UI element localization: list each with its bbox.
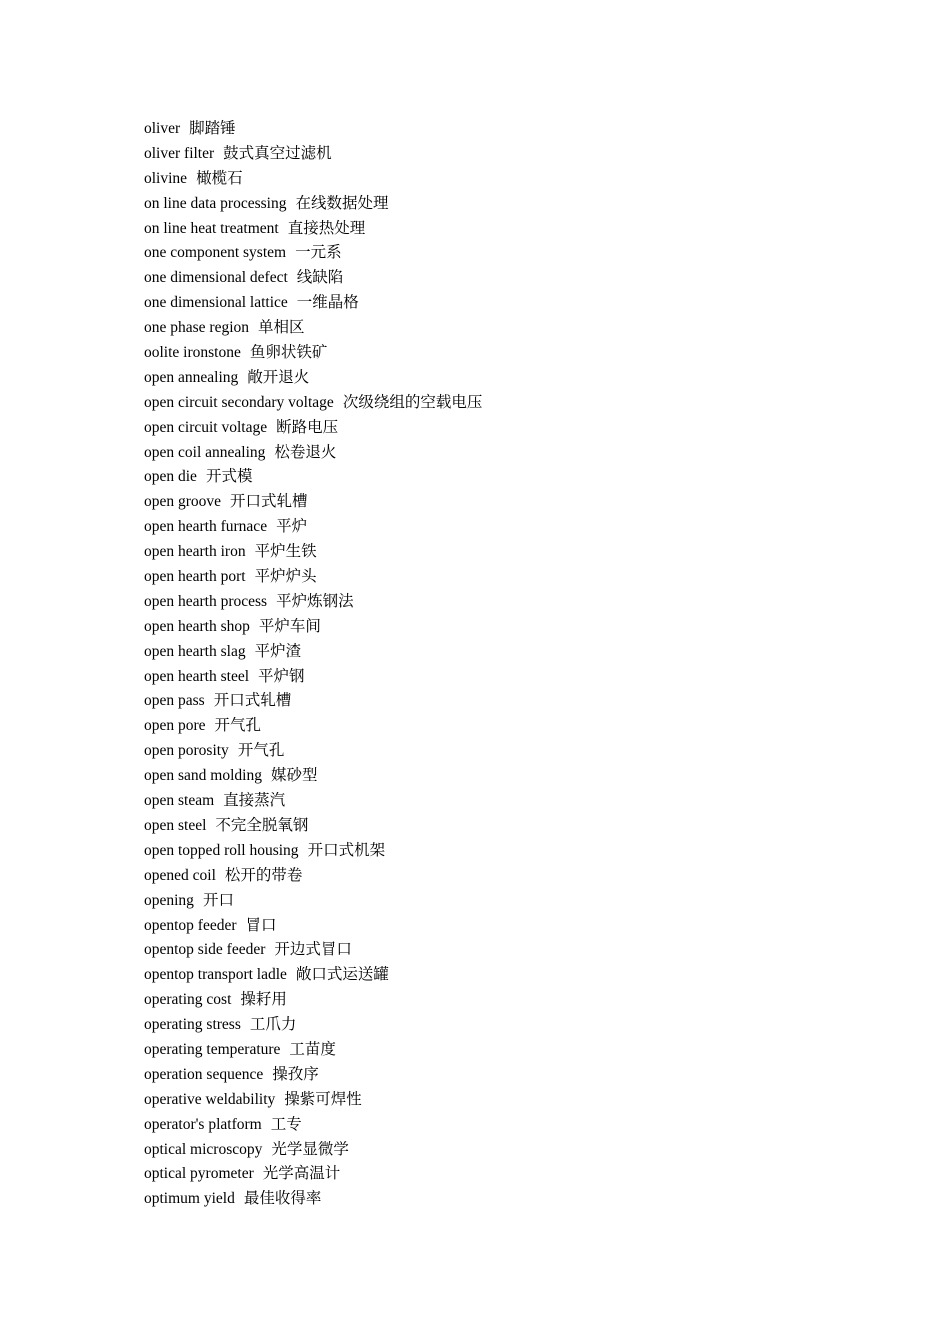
entry-term: optimum yield [144,1190,235,1208]
entry-term: open groove [144,493,222,511]
entry-translation: 松卷退火 [274,442,337,461]
glossary-entry [144,265,482,290]
glossary-entry [144,763,482,788]
glossary-entry [144,216,482,241]
entry-translation: 开气孔 [237,741,285,760]
glossary-entry [144,1137,482,1162]
entry-term: on line data processing [144,194,287,212]
entry-translation: 鱼卵状铁矿 [249,343,328,362]
entry-translation: 操紫可焊性 [284,1089,362,1108]
entry-translation: 脚踏锤 [189,119,236,137]
glossary-entry [144,440,482,465]
entry-translation: 松开的带卷 [224,865,303,884]
entry-translation: 操耔用 [240,990,287,1009]
glossary-entry [144,962,482,987]
glossary-entry [144,166,482,191]
entry-translation: 光学显微学 [271,1139,349,1158]
entry-term: open pore [144,717,206,735]
entry-translation: 工专 [270,1114,302,1133]
entry-term: one dimensional defect [144,269,288,287]
entry-term: operating cost [144,991,232,1009]
glossary-entry [144,688,482,713]
glossary-entry [144,639,482,664]
entry-term: open hearth port [144,568,246,586]
entry-translation: 橄榄石 [196,168,243,187]
entry-term: open steel [144,816,207,834]
entry-term: one dimensional lattice [144,294,288,312]
entry-term: open annealing [144,368,239,386]
entry-translation: 工爪力 [249,1015,297,1034]
glossary-entry [144,390,482,415]
entry-translation: 线缺陷 [296,268,344,287]
entry-term: open porosity [144,742,229,760]
entry-translation: 最佳收得率 [243,1189,322,1208]
glossary-entry [144,589,482,614]
entry-term: one component system [144,244,287,262]
glossary-entry [144,813,482,838]
entry-translation: 平炉车间 [258,616,321,635]
entry-term: open steam [144,792,215,810]
entry-translation: 工苗度 [289,1039,336,1058]
entry-term: operating stress [144,1016,241,1034]
glossary-entry [144,141,482,166]
glossary-entry [144,713,482,738]
entry-translation: 开口式机架 [307,840,386,859]
entry-translation: 断路电压 [276,417,339,436]
entry-term: open coil annealing [144,443,266,461]
entry-term: one phase region [144,319,250,337]
entry-translation: 媒砂型 [270,766,318,785]
entry-term: opentop feeder [144,916,237,934]
glossary-entry [144,415,482,440]
glossary-entry [144,738,482,763]
glossary-entry [144,514,482,539]
entry-translation: 冒口 [245,915,277,934]
glossary-entry [144,340,482,365]
glossary-entry [144,1087,482,1112]
glossary-entry [144,240,482,265]
entry-term: opentop side feeder [144,941,266,959]
glossary-entry [144,1012,482,1037]
entry-term: open circuit secondary voltage [144,393,334,411]
glossary-entry [144,365,482,390]
glossary-entry [144,1037,482,1062]
entry-term: open sand molding [144,767,262,785]
entry-translation: 直接蒸汽 [223,791,286,810]
entry-translation: 操孜序 [272,1064,319,1083]
glossary-entry [144,863,482,888]
entry-term: oolite ironstone [144,344,241,362]
entry-translation: 一元系 [295,243,342,262]
entry-term: oliver filter [144,144,215,162]
entry-translation: 平炉 [276,517,308,536]
entry-term: operating temperature [144,1040,281,1058]
entry-translation: 开气孔 [214,716,262,735]
entry-translation: 平炉炉头 [254,567,317,586]
entry-translation: 敞口式运送罐 [295,965,389,984]
glossary-list [144,116,482,1211]
entry-term: operation sequence [144,1065,264,1083]
glossary-entry [144,664,482,689]
entry-translation: 鼓式真空过滤机 [223,143,332,162]
entry-term: opentop transport ladle [144,966,287,984]
entry-term: oliver [144,120,181,137]
entry-term: on line heat treatment [144,219,279,237]
entry-term: operative weldability [144,1090,276,1108]
glossary-entry [144,539,482,564]
entry-translation: 开口 [202,890,234,909]
glossary-entry [144,464,482,489]
glossary-entry [144,564,482,589]
entry-term: opened coil [144,866,216,884]
entry-translation: 不完全脱氧钢 [215,815,309,834]
entry-translation: 平炉炼钢法 [276,591,354,610]
entry-term: optical microscopy [144,1140,263,1158]
entry-translation: 开口式轧槽 [230,492,308,511]
entry-term: open hearth iron [144,543,246,561]
glossary-entry [144,1186,482,1211]
glossary-entry [144,913,482,938]
entry-translation: 光学高温计 [262,1164,341,1183]
entry-term: optical pyrometer [144,1165,254,1183]
glossary-entry [144,1161,482,1186]
glossary-entry [144,788,482,813]
glossary-entry [144,1062,482,1087]
entry-term: open hearth furnace [144,518,268,536]
glossary-entry [144,290,482,315]
glossary-entry [144,838,482,863]
glossary-entry [144,191,482,216]
entry-term: open topped roll housing [144,841,299,859]
entry-term: open pass [144,692,205,710]
entry-translation: 在线数据处理 [295,193,389,212]
entry-term: operator's platform [144,1115,262,1133]
entry-translation: 次级绕组的空载电压 [342,392,483,411]
entry-translation: 平炉钢 [258,666,305,685]
entry-term: open hearth slag [144,642,246,660]
entry-translation: 平炉渣 [254,641,302,660]
entry-term: open die [144,468,197,486]
entry-translation: 开口式轧槽 [213,691,292,710]
entry-translation: 敞开退火 [247,367,310,386]
entry-term: olivine [144,169,188,187]
entry-term: open hearth process [144,592,268,610]
entry-translation: 直接热处理 [287,218,366,237]
glossary-entry [144,888,482,913]
glossary-entry [144,315,482,340]
entry-translation: 一维晶格 [296,293,359,312]
entry-term: opening [144,891,194,909]
glossary-entry [144,937,482,962]
glossary-entry [144,489,482,514]
entry-term: open hearth steel [144,667,250,685]
entry-term: open hearth shop [144,617,250,635]
glossary-entry [144,1112,482,1137]
entry-translation: 开边式冒口 [274,940,352,959]
glossary-entry [144,987,482,1012]
entry-translation: 开式模 [205,467,253,486]
glossary-entry [144,614,482,639]
entry-term: open circuit voltage [144,418,268,436]
entry-translation: 平炉生铁 [254,542,317,561]
entry-translation: 单相区 [258,318,305,337]
glossary-entry [144,116,482,141]
